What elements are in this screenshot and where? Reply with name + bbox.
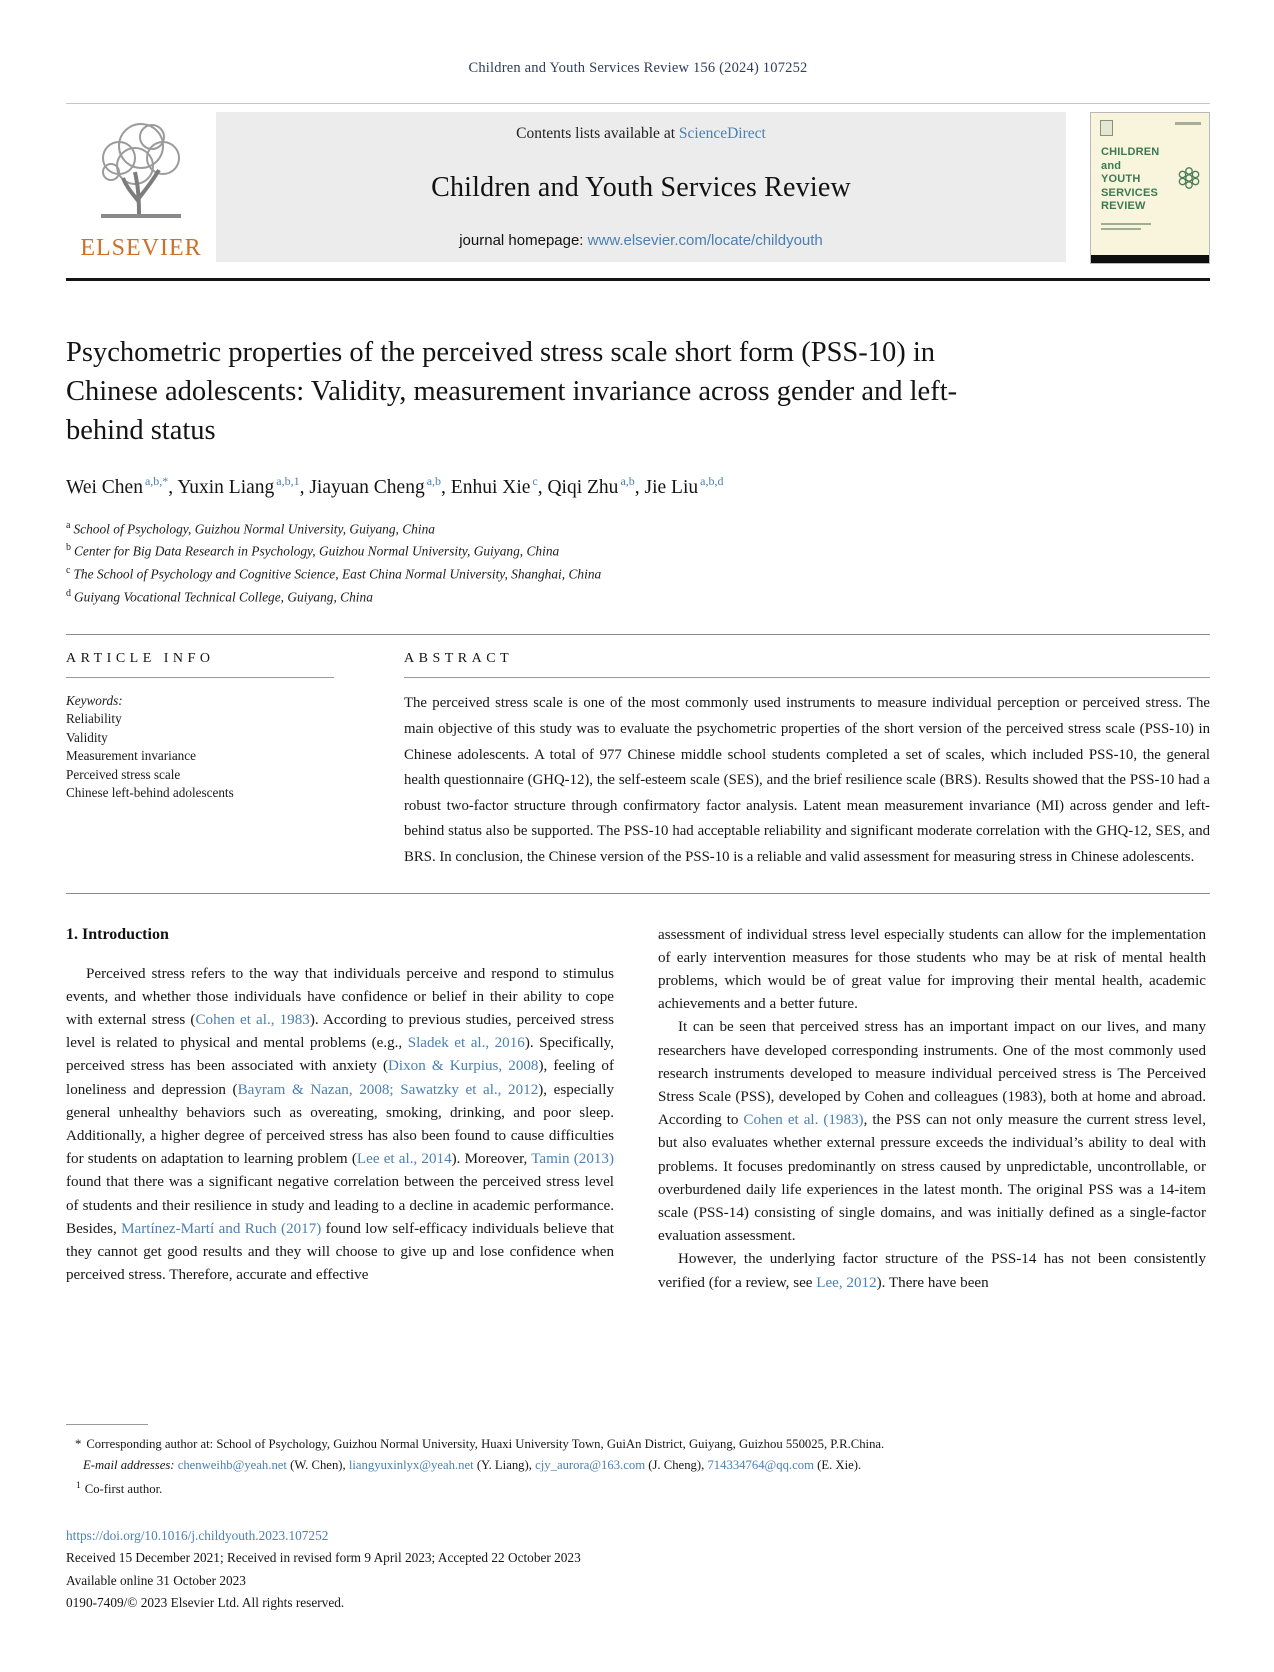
footnote-corresponding (66, 1434, 1210, 1455)
text-span: ). Specifically, perceived stress has been associated with anxiety ( (66, 1035, 615, 1075)
footnote-divider (66, 1424, 148, 1425)
elsevier-logo-text: ELSEVIER (80, 235, 202, 261)
homepage-prefix: journal homepage: (459, 232, 588, 249)
header-divider (66, 278, 1210, 281)
footnote-emails (66, 1455, 1210, 1476)
keyword-item: Chinese left-behind adolescents (66, 785, 234, 801)
author-affil-superscript[interactable]: a,b (620, 474, 635, 488)
cover-title-line: REVIEW (1101, 200, 1146, 212)
keyword-item: Measurement invariance (66, 748, 196, 764)
author-affil-superscript[interactable]: a,b,d (700, 474, 724, 488)
text-span: E-mail addresses: (83, 1457, 178, 1472)
corresponding-text: Corresponding author at: School of Psychology, Guizhou Normal University, Huaxi University Town, GuiAn District, Guiyang, Guizhou 550025, P.R.China. (86, 1437, 885, 1451)
copyright-line: 0190-7409/© 2023 Elsevier Ltd. All rights reserved. (66, 1595, 345, 1611)
inline-link[interactable]: Dixon & Kurpius, 2008 (388, 1058, 539, 1075)
keyword-item: Reliability (66, 711, 122, 727)
body-paragraph (658, 924, 1206, 1017)
section-heading-introduction: 1. Introduction (66, 925, 169, 943)
inline-link[interactable]: Martínez-Martí and Ruch (2017) (121, 1220, 322, 1237)
cover-subtitle-lines (1101, 223, 1151, 233)
right-column-paragraphs (658, 924, 1206, 1295)
asterisk-marker: * (75, 1437, 82, 1451)
journal-banner (216, 112, 1066, 262)
text-span: ). There have been (876, 1274, 989, 1291)
text-span: Perceived stress refers to the way that individuals perceive and respond to stimulus events, and whether those individuals have confidence or belief in their ability to cope with external stress ( (66, 965, 614, 1028)
body-paragraph (66, 963, 614, 1288)
text-span: ). According to previous studies, perceived stress level is related to physical and mental problems (e.g., (66, 1011, 615, 1052)
inline-link[interactable]: Lee et al., 2014 (356, 1151, 452, 1168)
affiliation: $^b$ Center for Big Data Research in Psychology, Guizhou Normal University, Guiyang, China (66, 542, 560, 559)
citation-header: Children and Youth Services Review 156 (2024) 107252 (468, 60, 808, 76)
text-span: (J. Cheng), (645, 1457, 708, 1472)
cover-crest-icon (1100, 120, 1113, 136)
cover-title-line: SERVICES (1101, 186, 1159, 199)
text-span: ), especially general unhealthy behaviors such as overeating, smoking, drinking, and poor sleep. Additionally, a higher degree of perceived stress has also been found to cause difficulties for students on adaptation to learning problem ( (66, 1081, 615, 1168)
homepage-line (459, 232, 823, 249)
left-column-paragraphs (66, 963, 614, 1288)
cover-title-line: YOUTH (1101, 173, 1141, 185)
inline-link[interactable]: 714334764@qq.com (707, 1457, 814, 1472)
text-span: found that there was a significant negative correlation between the perceived stress level of students and their resilience in study and leading to a decline in academic performance. Besides, (66, 1174, 614, 1237)
abstract-panel (404, 643, 1210, 870)
article-title: Psychometric properties of the perceived stress scale short form (PSS-10) in Chinese adolescents: Validity, measurement invariance across gender and left-behind status (66, 337, 958, 446)
abstract-heading: ABSTRACT (404, 651, 514, 667)
journal-homepage-link[interactable]: www.elsevier.com/locate/childyouth (587, 232, 823, 249)
author: Wei Chen $^{a,b,*}$, (66, 474, 178, 498)
inline-link[interactable]: Cohen et al. (1983) (743, 1112, 864, 1129)
keyword-item: Validity (66, 729, 108, 745)
keywords-label: Keywords: (66, 693, 123, 709)
text-span: It can be seen that perceived stress has an important impact on our lives, and many researchers have developed corresponding instruments. One of the most commonly used research instruments developed to measure individual perceived stress is The Perceived Stress Scale (PSS), developed by Cohen and colleagues (1983), both at home and abroad. According to (658, 1019, 1206, 1129)
cover-title-line: and (1101, 159, 1122, 172)
keyword-item: Perceived stress scale (66, 766, 181, 782)
text-span: assessment of individual stress level especially students can allow for the implementation of early intervention measures for those students who may be at risk of mental health problems, which would be of great value for improving their mental health, academic achievements and a better future. (658, 926, 1206, 1013)
affiliation: $^c$ The School of Psychology and Cognitive Science, East China Normal University, Shanghai, China (66, 565, 602, 582)
text-span: (W. Chen), (286, 1457, 349, 1472)
inline-link[interactable]: Lee, 2012 (816, 1274, 877, 1291)
text-span: , the PSS can not only measure the current stress level, but also evaluates whether external pressure exceeds the individual’s ability to deal with problems. It focuses predominantly on stress caused by unpredictable, uncontrollable, or overburdened daily life experiences in the latest month. The original PSS was a 14-item scale (PSS-14) consisting of single domains, and was initially defined as a single-factor evaluation assessment. (658, 1112, 1207, 1245)
elsevier-tree-icon (89, 116, 193, 222)
author: Jie Liu $^{a,b,d}$ (644, 474, 724, 498)
cover-bottom-bar (1091, 255, 1209, 263)
cofirst-text: Co-first author. (84, 1481, 163, 1496)
text-span: found low self-efficacy individuals believe that they cannot get good results and they will choose to give up and lose confidence when perceived stress. Therefore, accurate and effective (66, 1220, 614, 1284)
author-affil-superscript[interactable]: a,b (426, 474, 442, 488)
author-affil-superscript[interactable]: c (532, 474, 538, 488)
cover-issue-mark (1175, 122, 1201, 125)
abstract-rule (404, 677, 1210, 678)
author-affil-superscript[interactable]: a,b,* (144, 474, 169, 488)
keywords-list (66, 710, 334, 803)
sciencedirect-link[interactable]: ScienceDirect (678, 125, 766, 142)
intro-right-column (658, 924, 1206, 1295)
body-paragraph (658, 1248, 1206, 1294)
cover-title (1101, 146, 1159, 214)
doi-link[interactable]: https://doi.org/10.1016/j.childyouth.2023.107252 (66, 1527, 329, 1543)
inline-link[interactable]: Sladek et al., 2016 (407, 1035, 525, 1052)
journal-header (66, 103, 1210, 281)
article-info-heading: ARTICLE INFO (66, 651, 215, 667)
footnote-cofirst (66, 1476, 1210, 1500)
contents-prefix: Contents lists available at (516, 125, 679, 142)
text-span: ), feeling of loneliness and depression ( (66, 1058, 615, 1098)
author-affil-superscript[interactable]: a,b,1 (276, 474, 300, 488)
cover-flower-icon (1176, 165, 1202, 191)
journal-title: Children and Youth Services Review (431, 171, 851, 203)
elsevier-logo[interactable] (66, 112, 216, 264)
received-dates: Received 15 December 2021; Received in revised form 9 April 2023; Accepted 22 October 2023 (66, 1550, 581, 1566)
inline-link[interactable]: Cohen et al., 1983 (195, 1011, 310, 1028)
inline-link[interactable]: liangyuxinlyx@yeah.net (348, 1457, 474, 1472)
author: Yuxin Liang $^{a,b,1}$, (177, 474, 310, 498)
cofirst-marker: 1 (76, 1480, 81, 1491)
available-online: Available online 31 October 2023 (66, 1572, 246, 1588)
article-info-rule (66, 677, 334, 678)
body-paragraph (658, 1016, 1206, 1248)
text-span: (Y. Liang), (473, 1457, 536, 1472)
inline-link[interactable]: chenweihb@yeah.net (177, 1457, 287, 1472)
inline-link[interactable]: cjy_aurora@163.com (535, 1457, 646, 1472)
author: Jiayuan Cheng $^{a,b}$, (309, 474, 451, 498)
section-divider (66, 893, 1210, 894)
cover-title-line: CHILDREN (1101, 146, 1160, 158)
text-span: (E. Xie). (813, 1457, 862, 1472)
affiliations (66, 516, 1210, 608)
abstract-text: The perceived stress scale is one of the most commonly used instruments to measure individual perception or perceived stress. The main objective of this study was to evaluate the psychometric properties of the short version of the perceived stress scale (PSS-10) in Chinese adolescents. A total of 977 Chinese middle school students completed a set of scales, which included PSS-10, the general health questionnaire (GHQ-12), the self-esteem scale (SES), and the brief resilience scale (BRS). Results showed that the PSS-10 had a robust two-factor structure through confirmatory factor analysis. Latent mean measurement invariance (MI) across gender and left-behind status also be supported. The PSS-10 had acceptable reliability and significant moderate correlation with the GHQ-12, SES, and BRS. In conclusion, the Chinese version of the PSS-10 is a reliable and valid assessment for measuring stress in Chinese adolescents. (404, 695, 1210, 865)
section-divider (66, 634, 1210, 635)
affiliation: $^a$ School of Psychology, Guizhou Normal University, Guiyang, China (66, 519, 435, 536)
author: Enhui Xie $^c$, (450, 474, 548, 498)
contents-line (516, 125, 766, 143)
article-info-panel (66, 643, 334, 870)
inline-link[interactable]: Tamin (2013) (531, 1151, 614, 1168)
text-span: ). Moreover, (451, 1151, 532, 1168)
affiliation: $^d$ Guiyang Vocational Technical College, Guiyang, China (66, 588, 373, 605)
intro-left-column (66, 924, 614, 1295)
text-span: However, the underlying factor structure of the PSS-14 has not been consistently verified (for a review, see (658, 1251, 1206, 1291)
author: Qiqi Zhu $^{a,b}$, (547, 474, 645, 498)
authors-line (66, 474, 1210, 499)
inline-link[interactable]: Bayram & Nazan, 2008; Sawatzky et al., 2012 (237, 1081, 539, 1098)
journal-cover-thumbnail (1090, 112, 1210, 264)
